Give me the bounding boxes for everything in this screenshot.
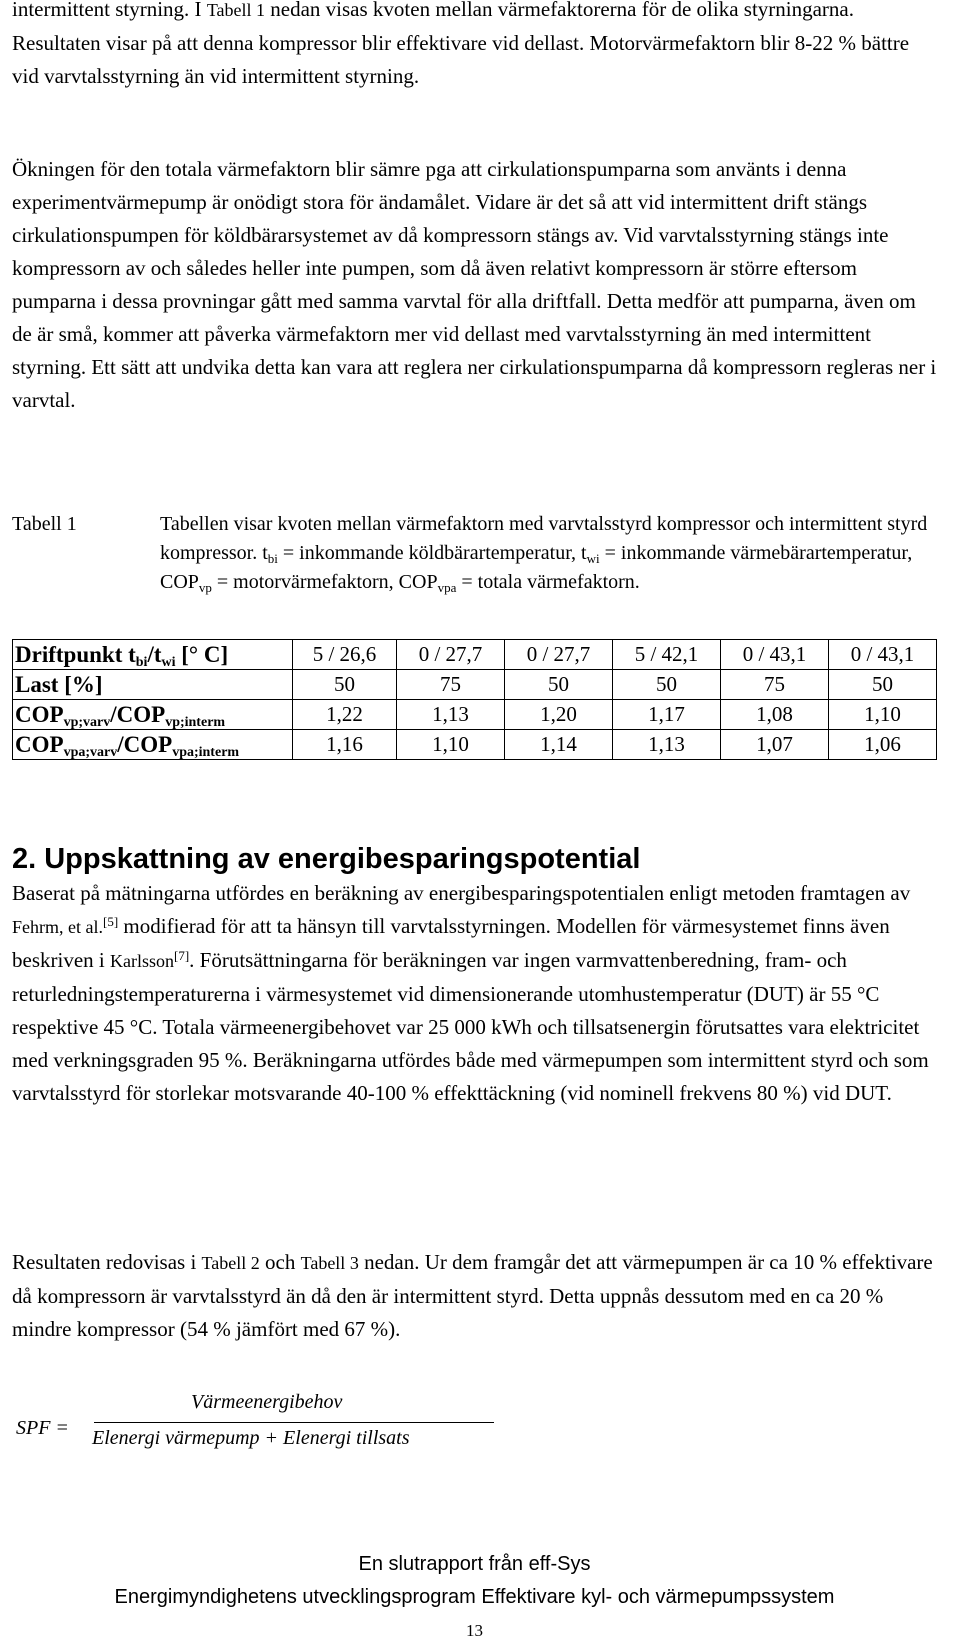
- table-cell: 1,22: [293, 700, 397, 730]
- citation-5: [5]: [102, 914, 119, 929]
- para1-text-2: nedan visas kvoten mellan värmefaktorerna för de olika styrningarna. Resultaten visar på att denna kompressor blir effektivare vid dellast. Motorvärmefaktorn blir 8-22 % bättre vid varvtalsstyrning än vid intermittent styrning.: [12, 0, 910, 88]
- caption-text-5: = totala värmefaktorn.: [456, 571, 640, 593]
- row-header-sub: wi: [161, 654, 176, 670]
- row-header-text: Driftpunkt t: [15, 641, 136, 667]
- table1-reference: Tabell 1: [206, 0, 266, 20]
- paragraph-method: [12, 877, 937, 1110]
- table-cell: 0 / 43,1: [721, 640, 829, 670]
- row-header-text: /COP: [117, 731, 173, 757]
- caption-sub-vpa: vpa: [437, 580, 457, 595]
- row-header-cop-vp: [13, 700, 293, 730]
- row-header-sub: bi: [135, 654, 148, 670]
- table-cell: 50: [613, 670, 721, 700]
- table-cell: 5 / 42,1: [613, 640, 721, 670]
- table-cell: 5 / 26,6: [293, 640, 397, 670]
- row-header-text: [° C]: [175, 641, 229, 667]
- row-header-sub: vpa;varv: [63, 744, 118, 760]
- caption-text-4: = motorvärmefaktorn, COP: [211, 571, 438, 593]
- para3-text-1: Baserat på mätningarna utfördes en beräkning av energibesparingspotentialen enligt metoden framtagen av: [12, 881, 911, 905]
- caption-sub-wi: wi: [586, 551, 600, 566]
- table-cell: 1,10: [397, 730, 505, 760]
- citation-7: [7]: [173, 948, 190, 963]
- para4-text-2: och: [259, 1250, 301, 1274]
- row-header-text: /COP: [110, 701, 166, 727]
- row-header-driftpunkt: [13, 640, 293, 670]
- table-cell: 1,08: [721, 700, 829, 730]
- table-row-cop-vp: [13, 700, 937, 730]
- table-cell: 50: [505, 670, 613, 700]
- caption-text-1: Tabellen visar kvoten mellan värmefaktorn med varvtalsstyrd kompressor och intermittent styrd kompressor. t: [160, 513, 928, 564]
- table3-reference: Tabell 3: [300, 1253, 359, 1273]
- para4-text-3: nedan. Ur dem framgår det att värmepumpen är ca 10 % effektivare då kompressorn är varvtalsstyrd än då den är intermittent styrd. Detta uppnås dessutom med en ca 20 % mindre kompressor (54 % jämfört med 67 %).: [12, 1250, 933, 1341]
- caption-text-2: = inkommande köldbärartemperatur, t: [277, 542, 587, 564]
- table-cell: 0 / 27,7: [397, 640, 505, 670]
- table-cell: 1,17: [613, 700, 721, 730]
- row-header-sub: vp;interm: [165, 714, 226, 730]
- table-caption-label: Tabell 1: [12, 513, 77, 535]
- table-cell: 1,20: [505, 700, 613, 730]
- para1-text-1: intermittent styrning. I: [12, 0, 207, 21]
- cop-ratio-table: [12, 639, 937, 760]
- formula-lhs: SPF =: [16, 1417, 69, 1439]
- row-header-last: Last [%]: [13, 670, 293, 700]
- table-cell: 50: [829, 670, 937, 700]
- formula-numerator: Värmeenergibehov: [191, 1391, 343, 1413]
- caption-sub-bi: bi: [267, 551, 278, 566]
- paragraph-results: [12, 1246, 937, 1346]
- row-header-sub: vp;varv: [63, 714, 111, 730]
- caption-sub-vp: vp: [198, 580, 212, 595]
- row-header-cop-vpa: [13, 730, 293, 760]
- table-cell: 1,13: [397, 700, 505, 730]
- table-cell: 1,06: [829, 730, 937, 760]
- para3-text-3: . Förutsättningarna för beräkningen var ingen varmvattenberedning, fram- och returledningstemperaturerna i värmesystemet vid dimensionerande utomhustemperatur (DUT) är 55 °C respektive 45 °C. Totala värmeenergibehovet var 25 000 kWh och tillsatsenergin förutsattes vara elektricitet med verkningsgraden 95 %. Beräkningarna utfördes både med värmepumpen som intermittent styrd och som varvtalsstyrd för storlekar motsvarande 40-100 % effekttäckning (vid nominell frekvens 80 %) vid DUT.: [12, 948, 929, 1105]
- table-cell: 1,13: [613, 730, 721, 760]
- table-cell: 1,16: [293, 730, 397, 760]
- footer-report-title: En slutrapport från eff-Sys: [358, 1553, 591, 1575]
- formula-denominator: Elenergi värmepump + Elenergi tillsats: [92, 1427, 410, 1449]
- paragraph-pump-discussion: Ökningen för den totala värmefaktorn blir sämre pga att cirkulationspumparna som använts i denna experimentvärmepump är onödigt stora för ändamålet. Vidare är det så att vid intermittent drift stängs cirkulationspumpen för köldbärarsystemet av då kompressorn stängs av. Vid varvtalsstyrning stängs inte kompressorn av och således heller inte pumpen, som då även relativt kompressorn är större eftersom pumparna i dessa provningar gått med samma varvtal för alla driftfall. Detta medför att pumparna, även om de är små, kommer att påverka värmefaktorn mer vid dellast med varvtalsstyrning än med intermittent styrning. Ett sätt att undvika detta kan vara att reglera ner cirkulationspumparna då kompressorn regleras ner i varvtal.: [12, 157, 937, 412]
- table-row-driftpunkt: [13, 640, 937, 670]
- fraction-bar: [94, 1422, 494, 1423]
- paragraph-intro: [12, 0, 937, 93]
- table-cell: 1,10: [829, 700, 937, 730]
- row-header-text: /t: [147, 641, 162, 667]
- table-cell: 1,07: [721, 730, 829, 760]
- reference-fehrm: Fehrm, et al.: [12, 917, 103, 937]
- reference-karlsson: Karlsson: [109, 951, 174, 971]
- table-cell: 0 / 43,1: [829, 640, 937, 670]
- table-cell: 75: [397, 670, 505, 700]
- caption-text-3: = inkommande värmebärartemperatur, COP: [160, 542, 913, 593]
- para3-text-2: modifierad för att ta hänsyn till varvtalsstyrningen. Modellen för värmesystemet finns även beskriven i: [12, 914, 890, 972]
- row-header-text: COP: [15, 731, 64, 757]
- table-row-cop-vpa: [13, 730, 937, 760]
- table-cell: 75: [721, 670, 829, 700]
- table-caption-text: [160, 510, 930, 597]
- row-header-text: COP: [15, 701, 64, 727]
- table-cell: 1,14: [505, 730, 613, 760]
- para4-text-1: Resultaten redovisas i: [12, 1250, 202, 1274]
- table2-reference: Tabell 2: [201, 1253, 260, 1273]
- section-heading: 2. Uppskattning av energibesparingspotential: [12, 843, 641, 875]
- table-cell: 0 / 27,7: [505, 640, 613, 670]
- footer-program-name: Energimyndighetens utvecklingsprogram Effektivare kyl- och värmepumpssystem: [114, 1586, 835, 1608]
- page-number: 13: [466, 1621, 483, 1640]
- row-header-sub: vpa;interm: [172, 744, 240, 760]
- table-cell: 50: [293, 670, 397, 700]
- table-row-last: [13, 670, 937, 700]
